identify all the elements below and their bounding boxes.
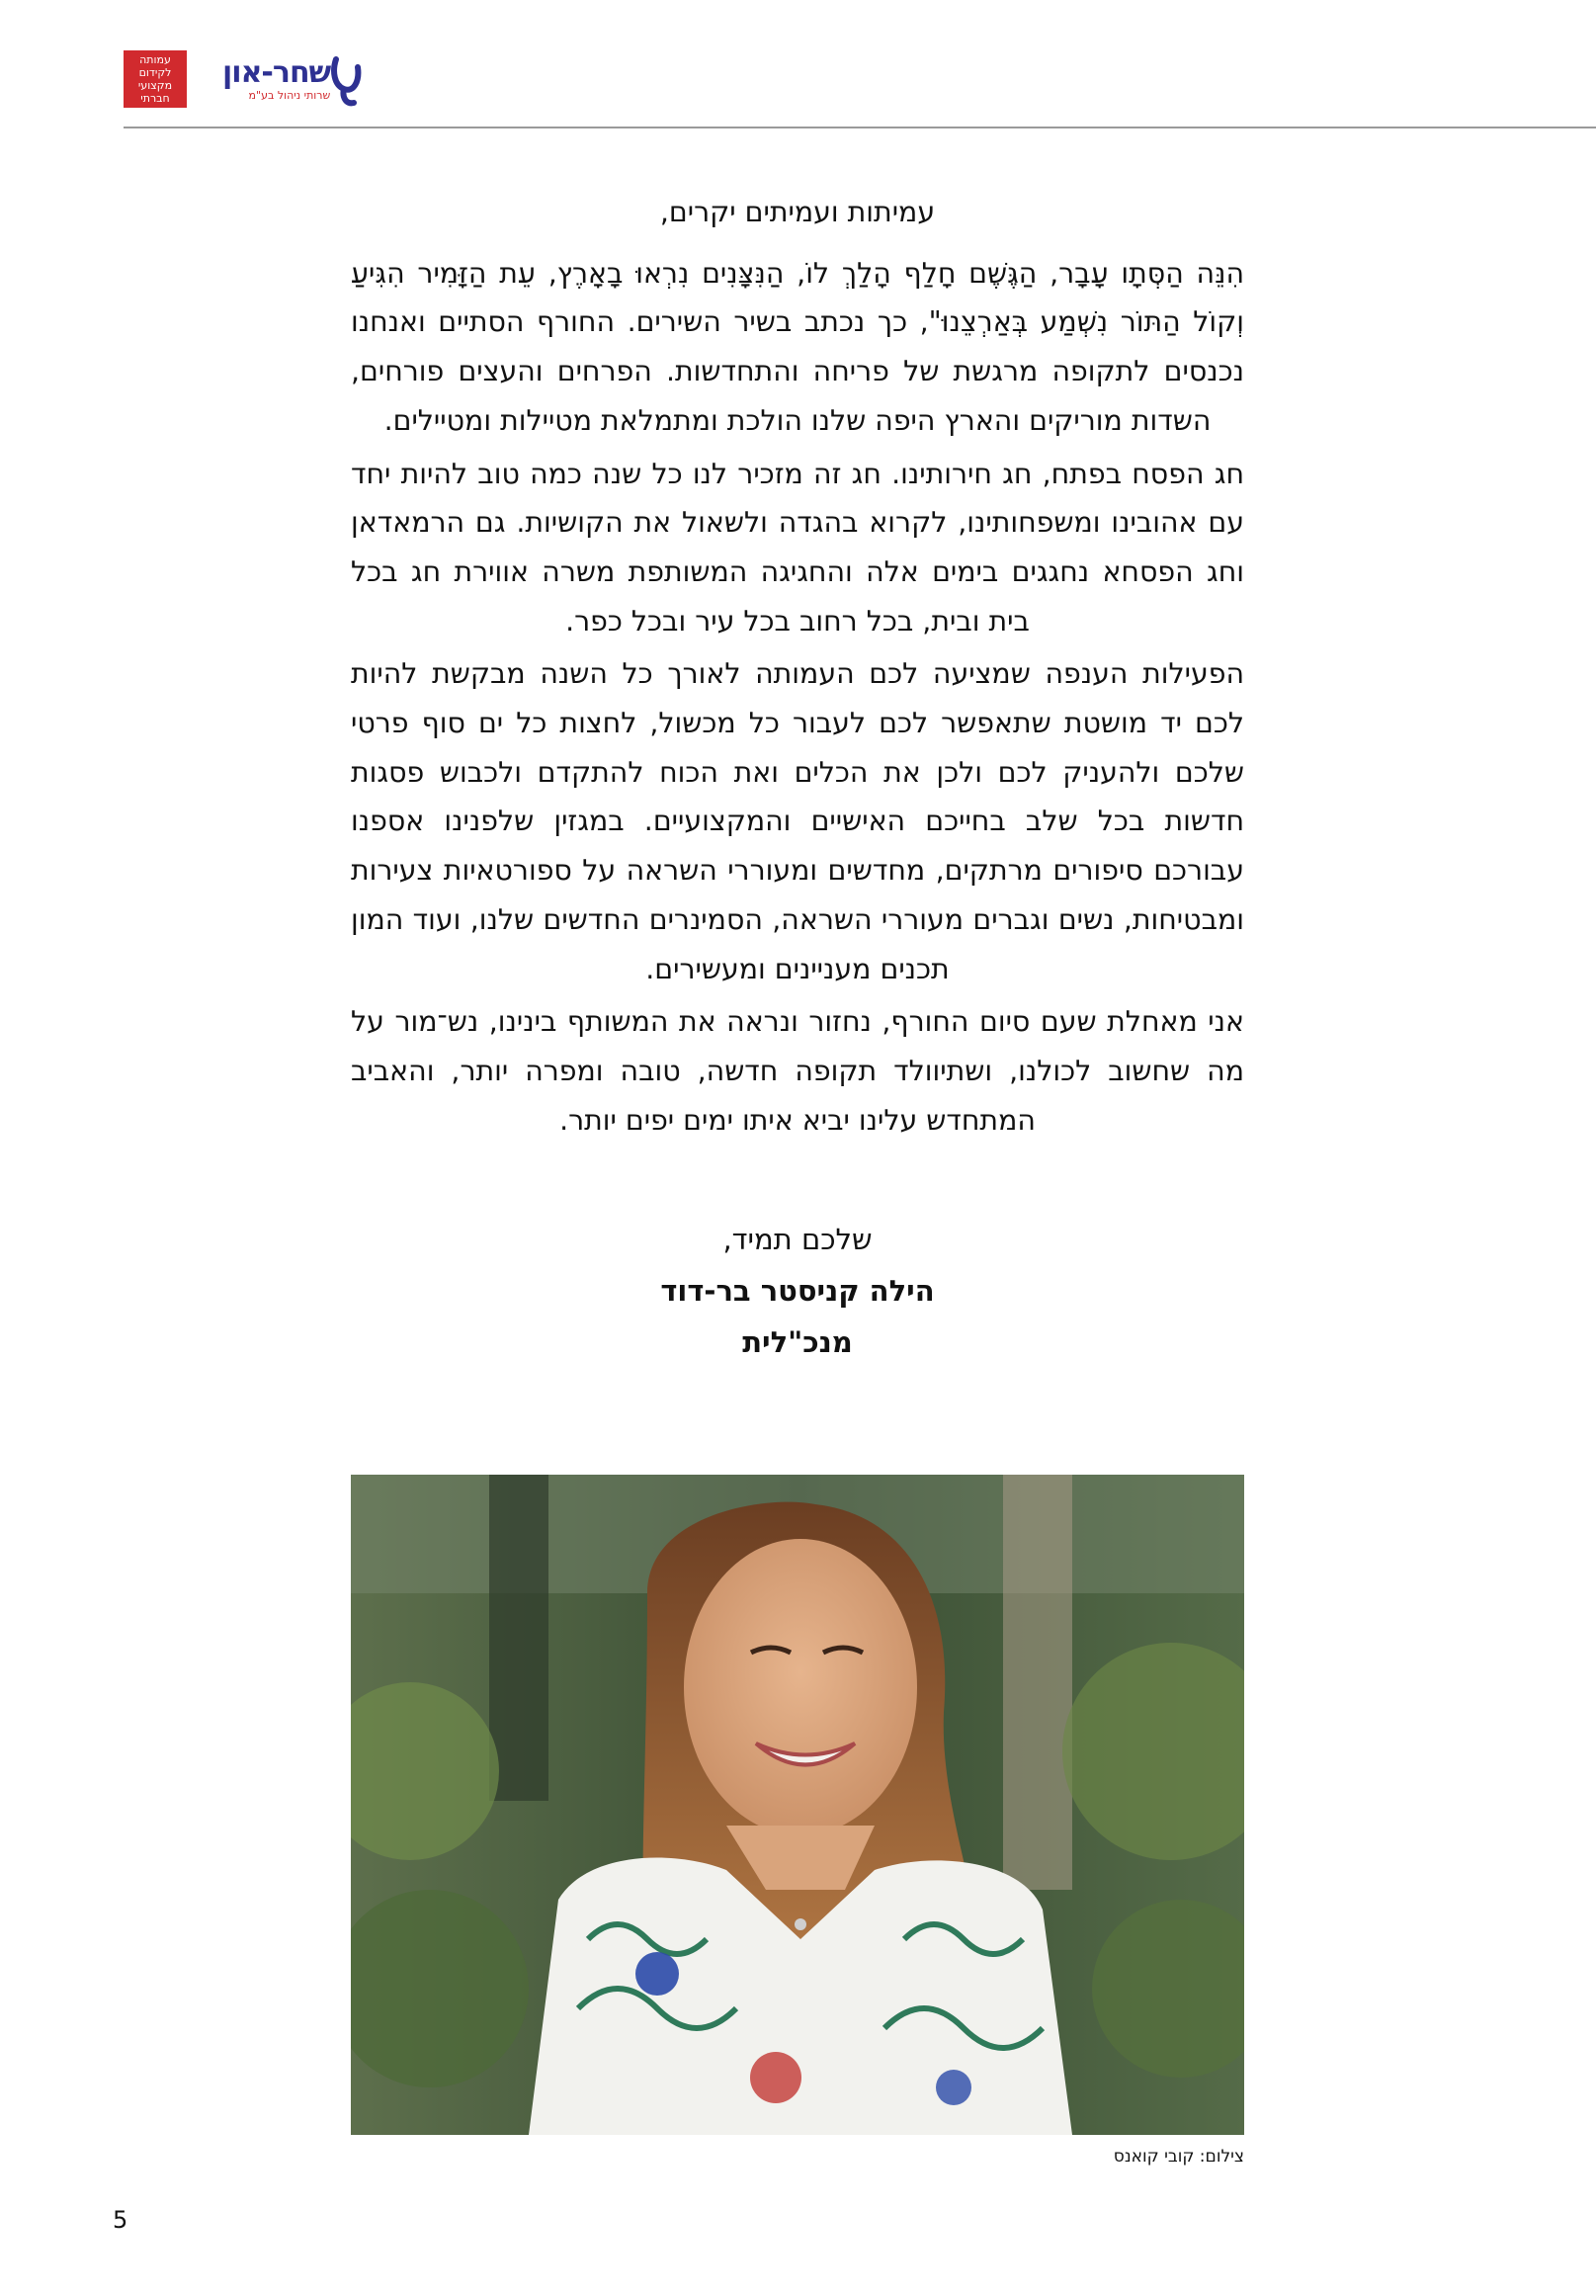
association-logo-line-2: לקידום — [138, 66, 172, 79]
brand-logo — [222, 49, 364, 109]
signature-title: מנכ"לית — [742, 1325, 853, 1359]
letter-greeting: עמיתות ועמיתים יקרים, — [659, 196, 936, 228]
photo-credit: צילום: קובי קואנס — [1113, 2147, 1244, 2167]
association-logo-line-1: עמותה — [139, 53, 171, 66]
brand-text — [222, 54, 331, 102]
brand-name: שחר-און — [222, 54, 331, 90]
page-number: 5 — [113, 2206, 128, 2234]
ceo-portrait-photo — [351, 1475, 1244, 2135]
letter-paragraph-activities: הפעילות הענפה שמציעה לכם העמותה לאורך כל השנה מבקשת להיות לכם יד מושטת שתאפשר לכם לעבור כל מכשול, לחצות כל ים סוף פרטי שלכם ולהעניק לכם ולכן את הכלים ואת הכוח להתקדם ולכבוש פסגות חדשות בכל שלב בחייכם האישיים והמקצועיים. במגזין שלפנינו אספנו עבורכם סיפורים מרתקים, מחדשים ומעוררי השראה על ספורטאיות צעירות ומבטיחות, נשים וגברים מעוררי השראה, הסמינרים החדשים שלנו, ועוד המון תכנים מעניינים ומעשירים. — [351, 657, 1244, 985]
signature-block — [351, 1214, 1244, 1368]
signature-closing: שלכם תמיד, — [722, 1223, 873, 1256]
brand-swoosh-icon — [330, 51, 364, 107]
association-logo — [124, 50, 187, 108]
letter-paragraph-spring: הִנֵּה הַסְּתָו עָבָר, הַגֶּשֶׁם חָלַף הָלַךְ לוֹ, הַנִּצָּנִים נִרְאוּ בָאָרֶץ, עֵת הַזָּמִיר הִגִּיעַ וְקוֹל הַתּוֹר נִשְׁמַע בְּאַרְצֵנוּ", כך נכתב בשיר השירים. החורף הסתיים ואנחנו נכנסים לתקופה מרגשת של פריחה והתחדשות. הפרחים והעצים פורחים, השדות מוריקים והארץ היפה שלנו הולכת ומתמלאת מטיילות ומטיילים. — [351, 256, 1244, 437]
brand-tagline: שרותי ניהול בע"מ — [248, 88, 331, 102]
header-logos — [124, 49, 364, 109]
signature-name: הילה קניסטר בר-דוד — [660, 1274, 935, 1308]
portrait-illustration — [351, 1475, 1244, 2135]
header-divider — [124, 127, 1596, 128]
letter-paragraph-wishes: אני מאחלת שעם סיום החורף, נחזור ונראה את המשותף בינינו, נש־מור על מה שחשוב לכולנו, ושתיוולד תקופה חדשה, טובה ומפרה יותר, והאביב המתחדש עלינו יביא איתו ימים יפים יותר. — [351, 1005, 1244, 1137]
editorial-letter — [351, 188, 1244, 1148]
association-logo-line-3: מקצועי — [137, 79, 173, 92]
association-logo-line-4: חברתי — [140, 92, 170, 105]
letter-paragraph-holidays: חג הפסח בפתח, חג חירותינו. חג זה מזכיר לנו כל שנה כמה טוב להיות יחד עם אהובינו ומשפחותינו, לקרוא בהגדה ולשאול את הקושיות. גם הרמאדאן וחג הפסחא נחגגים בימים אלה והחגיגה המשותפת משרה אווירת חג בכל בית ובית, בכל רחוב בכל עיר ובכל כפר. — [351, 457, 1244, 638]
